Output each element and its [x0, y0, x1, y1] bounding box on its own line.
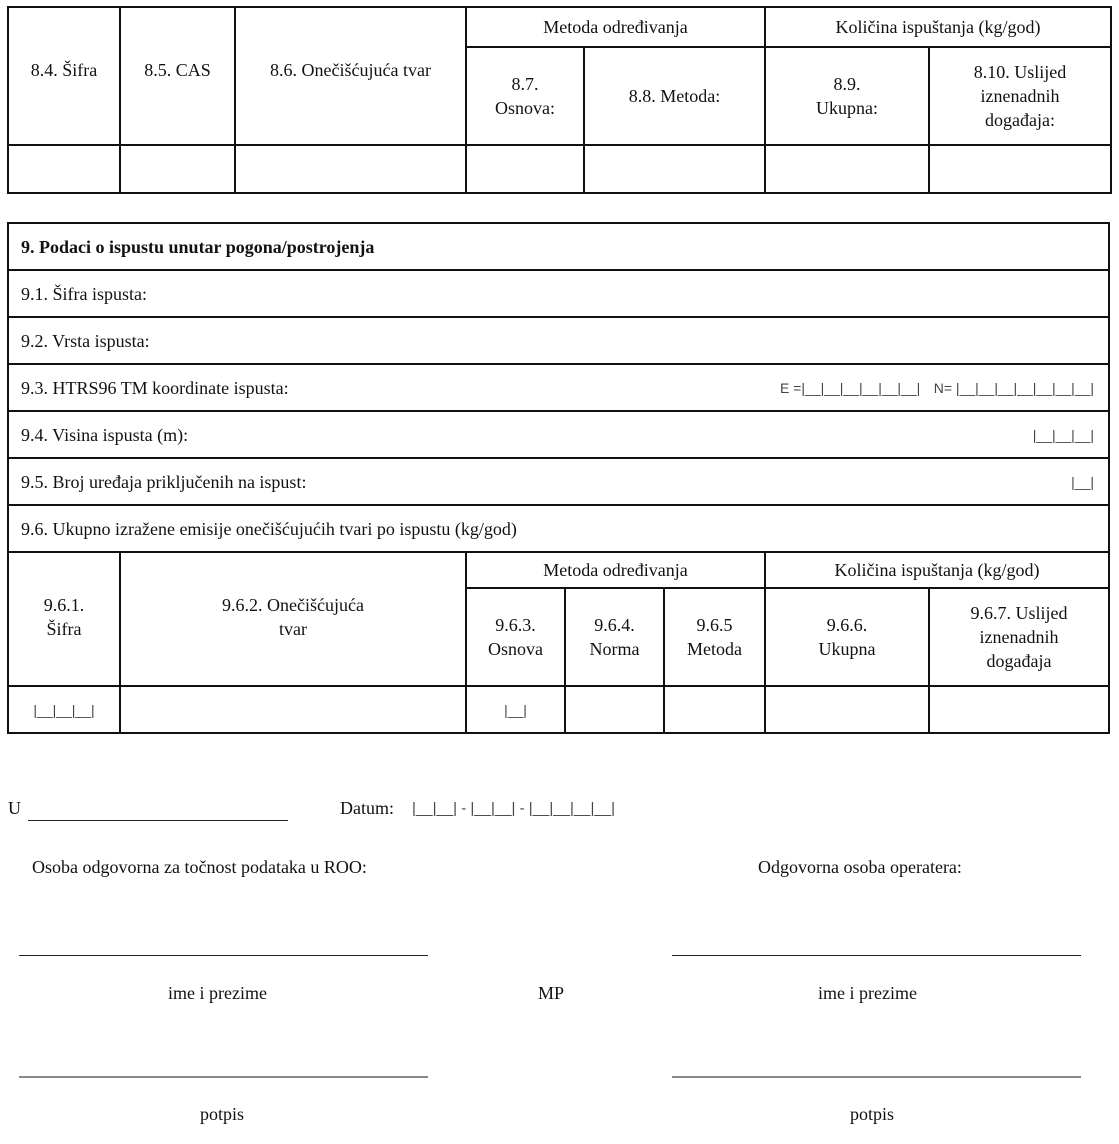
place-label: U	[8, 798, 21, 818]
section-9-table	[7, 222, 1110, 734]
koordinate-e-input[interactable]: E =|__|__|__|__|__|__|	[779, 380, 921, 396]
header-osnova: 8.7. Osnova:	[466, 47, 584, 145]
right-signature-line[interactable]	[672, 1076, 1081, 1078]
em-cell-ukupna[interactable]	[765, 686, 929, 733]
header-metoda: 8.8. Metoda:	[584, 47, 765, 145]
cell-osnova[interactable]	[466, 145, 584, 193]
visina-label: 9.4. Visina ispusta (m):	[21, 424, 189, 445]
left-signature-line[interactable]	[19, 1076, 428, 1078]
cell-sifra[interactable]	[8, 145, 120, 193]
field-sifra-ispusta[interactable]: 9.1. Šifra ispusta:	[8, 270, 1109, 317]
header-quantity-group: Količina ispuštanja (kg/god)	[765, 7, 1111, 47]
field-koordinate	[8, 364, 1109, 411]
em-header-metoda: 9.6.5 Metoda	[664, 588, 765, 686]
table-row	[8, 145, 1111, 193]
pollutants-table-8	[7, 6, 1112, 194]
cell-metoda[interactable]	[584, 145, 765, 193]
em-cell-uslijed[interactable]	[929, 686, 1109, 733]
left-name-caption: ime i prezime	[168, 983, 267, 1003]
em-cell-norma[interactable]	[565, 686, 664, 733]
left-name-line[interactable]	[19, 955, 428, 956]
right-name-line[interactable]	[672, 955, 1081, 956]
koordinate-n-input[interactable]: N= |__|__|__|__|__|__|__|	[933, 380, 1095, 396]
broj-uredaja-input[interactable]: |__|	[1071, 473, 1095, 490]
field-ukupno-emisije: 9.6. Ukupno izražene emisije onečišćujućih tvari po ispustu (kg/god)	[8, 505, 1109, 552]
cell-uslijed[interactable]	[929, 145, 1111, 193]
date-label: Datum:	[340, 798, 394, 818]
field-visina	[8, 411, 1109, 458]
place-input[interactable]	[28, 820, 288, 821]
em-header-norma: 9.6.4. Norma	[565, 588, 664, 686]
em-header-osnova: 9.6.3. Osnova	[466, 588, 565, 686]
right-signer-title: Odgovorna osoba operatera:	[758, 857, 962, 877]
date-input[interactable]: |__|__| - |__|__| - |__|__|__|__|	[412, 800, 615, 817]
header-pollutant: 8.6. Onečišćujuća tvar	[235, 7, 466, 145]
em-header-sifra: 9.6.1. Šifra	[8, 552, 120, 686]
field-vrsta-ispusta[interactable]: 9.2. Vrsta ispusta:	[8, 317, 1109, 364]
em-cell-sifra[interactable]: |__|__|__|	[8, 686, 120, 733]
header-sifra: 8.4. Šifra	[8, 7, 120, 145]
section-title: 9. Podaci o ispustu unutar pogona/postrojenja	[8, 223, 1109, 270]
table-row	[8, 686, 1109, 733]
header-method-group: Metoda određivanja	[466, 7, 765, 47]
em-cell-osnova[interactable]: |__|	[466, 686, 565, 733]
em-header-uslijed: 9.6.7. Uslijed iznenadnih događaja	[929, 588, 1109, 686]
right-name-caption: ime i prezime	[818, 983, 917, 1003]
em-cell-tvar[interactable]	[120, 686, 466, 733]
koordinate-label: 9.3. HTRS96 TM koordinate ispusta:	[21, 377, 289, 398]
header-ukupna: 8.9. Ukupna:	[765, 47, 929, 145]
header-cas: 8.5. CAS	[120, 7, 235, 145]
em-header-tvar: 9.6.2. Onečišćujuća tvar	[120, 552, 466, 686]
em-header-quantity-group: Količina ispuštanja (kg/god)	[765, 552, 1109, 588]
em-header-method-group: Metoda određivanja	[466, 552, 765, 588]
cell-pollutant[interactable]	[235, 145, 466, 193]
field-broj-uredaja	[8, 458, 1109, 505]
em-cell-metoda[interactable]	[664, 686, 765, 733]
stamp-label: MP	[538, 983, 565, 1003]
left-signature-caption: potpis	[200, 1104, 245, 1124]
broj-uredaja-label: 9.5. Broj uređaja priključenih na ispust:	[21, 471, 307, 492]
em-header-ukupna: 9.6.6. Ukupna	[765, 588, 929, 686]
visina-input[interactable]: |__|__|__|	[1032, 426, 1095, 443]
cell-ukupna[interactable]	[765, 145, 929, 193]
right-signature-caption: potpis	[850, 1104, 895, 1124]
header-uslijed: 8.10. Uslijed iznenadnih događaja:	[929, 47, 1111, 145]
left-signer-title: Osoba odgovorna za točnost podataka u ROO:	[32, 857, 367, 877]
cell-cas[interactable]	[120, 145, 235, 193]
